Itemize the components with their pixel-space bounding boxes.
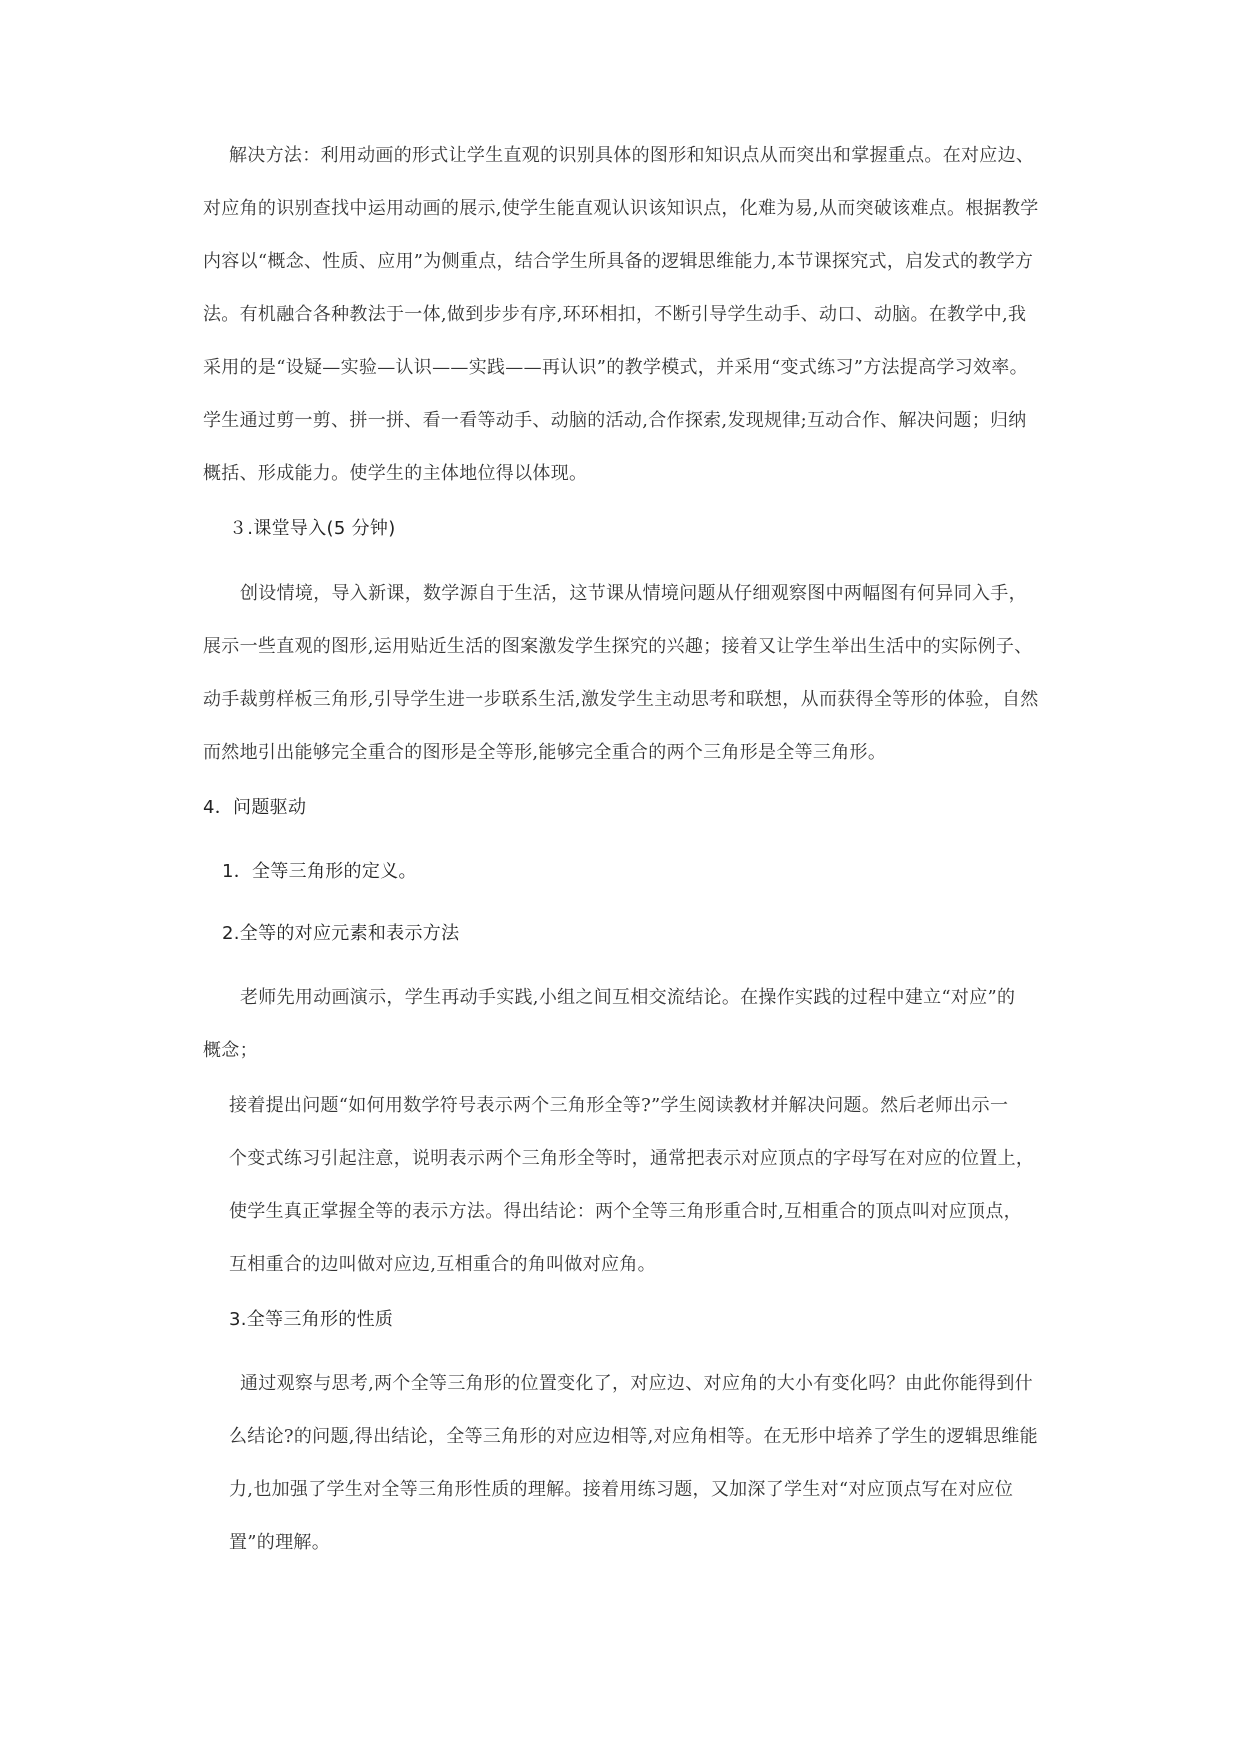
paragraph-line: 学生通过剪一剪、拼一拼、看一看等动手、动脑的活动,合作探索,发现规律;互动合作、解决问题；归纳 xyxy=(203,410,1027,431)
paragraph-line: 概括、形成能力。使学生的主体地位得以体现。 xyxy=(203,463,588,484)
paragraph-line: 置”的理解。 xyxy=(229,1532,331,1553)
paragraph-line: 采用的是“设疑—实验—认识——实践——再认识”的教学模式，并采用“变式练习”方法提高学习效率。 xyxy=(203,357,1028,378)
paragraph-line: 创设情境，导入新课，数学源自于生活，这节课从情境问题从仔细观察图中两幅图有何异同入手， xyxy=(240,583,1027,604)
paragraph-line: 通过观察与思考,两个全等三角形的位置变化了，对应边、对应角的大小有变化吗？由此你能得到什 xyxy=(240,1373,1033,1394)
paragraph-line: 法。有机融合各种教法于一体,做到步步有序,环环相扣，不断引导学生动手、动口、动脑。在教学中,我 xyxy=(203,304,1027,325)
paragraph-line: 展示一些直观的图形,运用贴近生活的图案激发学生探究的兴趣；接着又让学生举出生活中的实际例子、 xyxy=(203,636,1033,657)
paragraph-line: 动手裁剪样板三角形,引导学生进一步联系生活,激发学生主动思考和联想，从而获得全等形的体验，自然 xyxy=(203,689,1039,710)
paragraph-line: 而然地引出能够完全重合的图形是全等形,能够完全重合的两个三角形是全等三角形。 xyxy=(203,742,887,763)
paragraph-line: 互相重合的边叫做对应边,互相重合的角叫做对应角。 xyxy=(229,1254,656,1275)
paragraph-line: 么结论?的问题,得出结论，全等三角形的对应边相等,对应角相等。在无形中培养了学生的逻辑思维能 xyxy=(229,1426,1038,1447)
subsection-properties: 3.全等三角形的性质 xyxy=(229,1309,394,1330)
paragraph-line: 内容以“概念、性质、应用”为侧重点，结合学生所具备的逻辑思维能力,本节课探究式，启发式的教学方 xyxy=(203,251,1034,272)
subsection-definition: 1．全等三角形的定义。 xyxy=(222,861,417,882)
paragraph-line: 接着提出问题“如何用数学符号表示两个三角形全等?”学生阅读教材并解决问题。然后老师出示一 xyxy=(229,1095,1009,1116)
paragraph-line: 解决方法：利用动画的形式让学生直观的识别具体的图形和知识点从而突出和掌握重点。在对应边、 xyxy=(229,145,1035,166)
section-heading-classroom-intro: ３.课堂导入(5 分钟) xyxy=(229,518,396,539)
paragraph-line: 使学生真正掌握全等的表示方法。得出结论：两个全等三角形重合时,互相重合的顶点叫对应顶点， xyxy=(229,1201,1022,1222)
paragraph-line: 力,也加强了学生对全等三角形性质的理解。接着用练习题，又加深了学生对“对应顶点写在对应位 xyxy=(229,1479,1014,1500)
paragraph-line: 老师先用动画演示，学生再动手实践,小组之间互相交流结论。在操作实践的过程中建立“对应”的 xyxy=(240,987,1016,1008)
paragraph-line: 对应角的识别查找中运用动画的展示,使学生能直观认识该知识点，化难为易,从而突破该难点。根据教学 xyxy=(203,198,1039,219)
subsection-corresponding-elements: 2.全等的对应元素和表示方法 xyxy=(222,923,460,944)
section-heading-problem-driven: 4．问题驱动 xyxy=(203,797,307,818)
paragraph-line: 个变式练习引起注意，说明表示两个三角形全等时，通常把表示对应顶点的字母写在对应的位置上， xyxy=(229,1148,1035,1169)
paragraph-line: 概念； xyxy=(203,1040,258,1061)
